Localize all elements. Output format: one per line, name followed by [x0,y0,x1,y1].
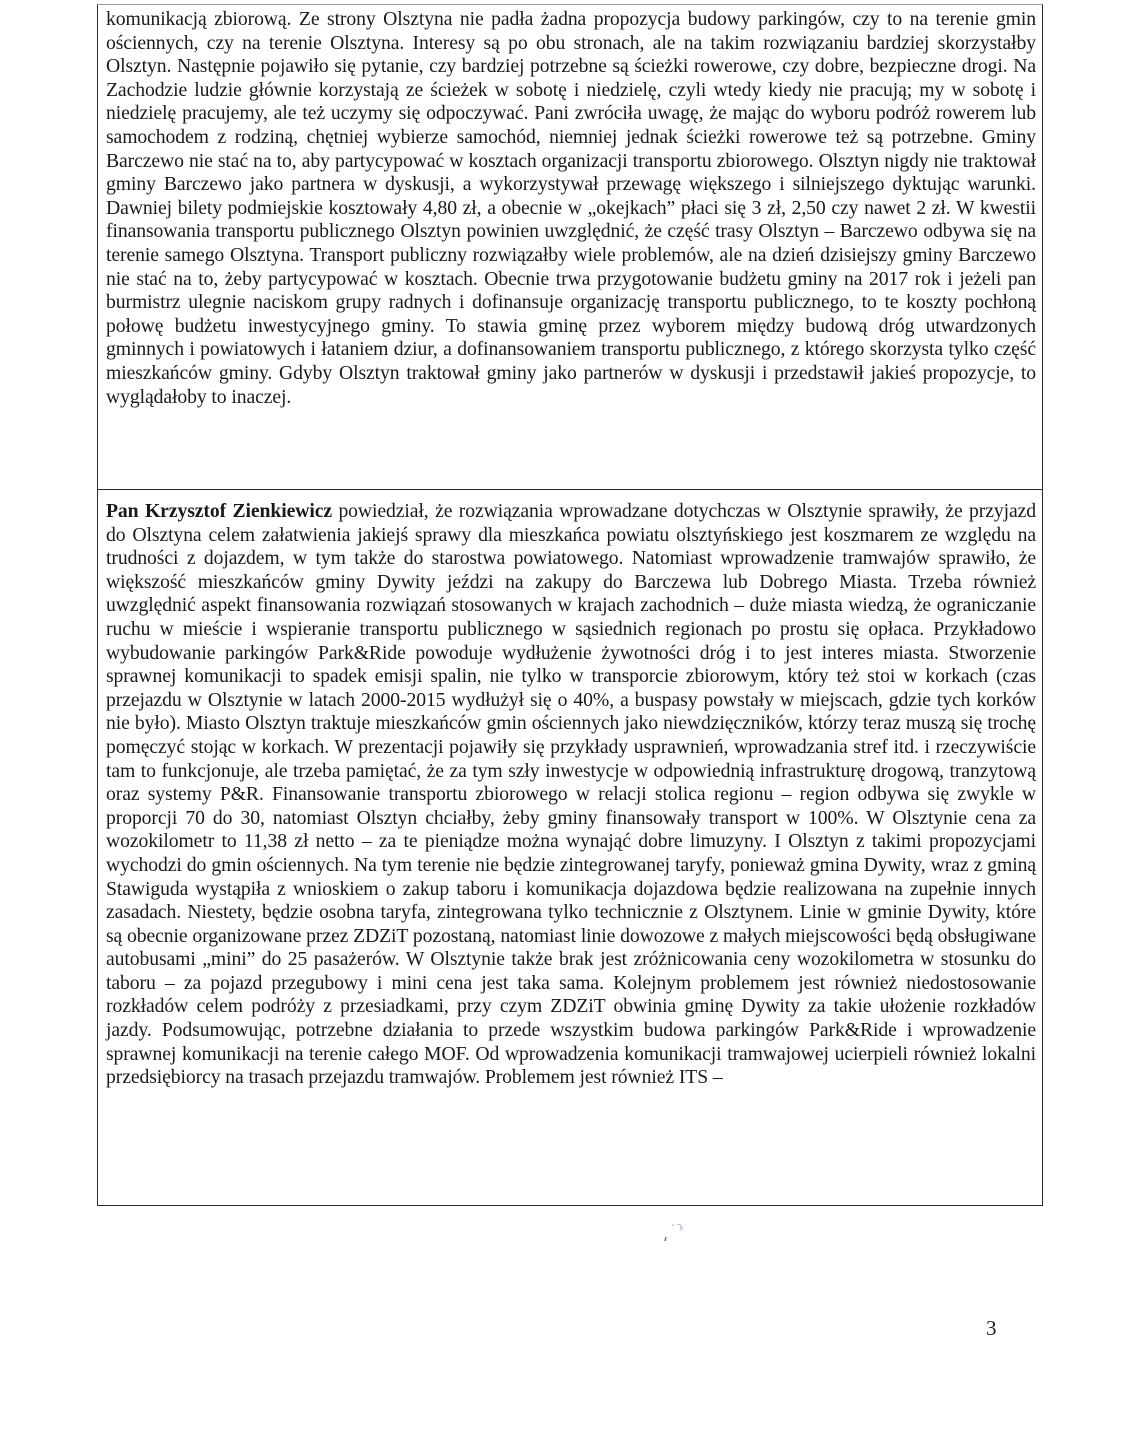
paragraph-body: powiedział, że rozwiązania wprowadzane dotychczas w Olsztynie sprawiły, że przyjazd do Olsztyna celem załatwienia jakiejś sprawy dla mieszkańca powiatu olsztyńskiego jest koszmarem ze względu na trudności z dojazdem, w tym także do starostwa powiatowego. Natomiast wprowadzenie tramwajów sprawiło, że większość mieszkańców gminy Dywity jeździ na zakupy do Barczewa lub Dobrego Miasta. Trzeba również uwzględnić aspekt finansowania rozwiązań stosowanych w krajach zachodnich – duże miasta wiedzą, że ograniczanie ruchu w mieście i wspieranie transportu publicznego w sąsiednich regionach po prostu się opłaca. Przykładowo wybudowanie parkingów Park&Ride powoduje wydłużenie żywotności dróg i to jest interes miasta. Stworzenie sprawnej komunikacji to spadek emisji spalin, nie tylko w transporcie zbiorowym, który też stoi w korkach (czas przejazdu w Olsztynie w latach 2000-2015 wydłużył się o 40%, a buspasy powstały w miejscach, gdzie tych korków nie było). Miasto Olsztyn traktuje mieszkańców gmin ościennych jako niewdzięczników, którzy teraz muszą się trochę pomęczyć stojąc w korkach. W prezentacji pojawiły się przykłady usprawnień, wprowadzania stref itd. i rzeczywiście tam to funkcjonuje, ale trzeba pamiętać, że za tym szły inwestycje w odpowiednią infrastrukturę drogową, tranzytową oraz systemy P&R. Finansowanie transportu zbiorowego w relacji stolica regionu – region odbywa się zwykle w proporcji 70 do 30, natomiast Olsztyn chciałby, żeby gminy finansowały transport w 100%. W Olsztynie cena za wozokilometr to 11,38 zł netto – za te pieniądze można wynająć dobre limuzyny. I Olsztyn z takimi propozycjami wychodzi do gmin ościennych. Na tym terenie nie będzie zintegrowanej taryfy, ponieważ gmina Dywity, wraz z gminą Stawiguda wystąpiła z wnioskiem o zakup taboru i komunikacja dojazdowa będzie realizowana na zupełnie innych zasadach. Niestety, będzie osobna taryfa, zintegrowana tylko technicznie z Olsztynem. Linie w gminie Dywity, które są obecnie organizowane przez ZDZiT pozostaną, natomiast linie dowozowe z małych miejscowości będą obsługiwane autobusami „mini” do 25 pasażerów. W Olsztynie także brak jest zróżnicowania ceny wozokilometra w stosunku do taboru – za pojazd przegubowy i mini cena jest taka sama. Kolejnym problemem jest również niedostosowanie rozkładów celem podróży z przesiadkami, przy czym ZDZiT obwinia gminę Dywity za takie ułożenie rozkładów jazdy. Podsumowując, potrzebne działania to przede wszystkim budowa parkingów Park&Ride i wprowadzenie sprawnej komunikacji na terenie całego MOF. Od wprowadzenia komunikacji tramwajowej ucierpieli również lokalni przedsiębiorcy na trasach przejazdu tramwajów. Problemem jest również ITS – [106,500,1036,1089]
speaker-name: Pan Krzysztof Zienkiewicz [106,500,332,522]
scan-artifact-mark [660,1222,690,1242]
paragraph-zienkiewicz-statement [106,500,1036,1090]
page-number: 3 [986,1316,997,1340]
row-divider [97,489,1043,490]
paragraph-barczewo-statement: komunikacją zbiorową. Ze strony Olsztyna nie padła żadna propozycja budowy parkingów, czy to na terenie gmin ościennych, czy na terenie Olsztyna. Interesy są po obu stronach, ale na takim rozwiązaniu bardziej skorzystałby Olsztyn. Następnie pojawiło się pytanie, czy bardziej potrzebne są ścieżki rowerowe, czy dobre, bezpieczne drogi. Na Zachodzie ludzie głównie korzystają ze ścieżek w sobotę i niedzielę, czyli wtedy kiedy nie pracują; my w sobotę i niedzielę pracujemy, ale też uczymy się odpoczywać. Pani zwróciła uwagę, że mając do wyboru podróż rowerem lub samochodem z rodziną, chętniej wybierze samochód, niemniej jednak ścieżki rowerowe też są potrzebne. Gminy Barczewo nie stać na to, aby partycypować w kosztach organizacji transportu zbiorowego. Olsztyn nigdy nie traktował gminy Barczewo jako partnera w dyskusji, a wykorzystywał przewagę większego i silniejszego dyktując warunki. Dawniej bilety podmiejskie kosztowały 4,80 zł, a obecnie w „okejkach” płaci się 3 zł, 2,50 czy nawet 2 zł. W kwestii finansowania transportu publicznego Olsztyn powinien uwzględnić, że część trasy Olsztyn – Barczewo odbywa się na terenie samego Olsztyna. Transport publiczny rozwiązałby wiele problemów, ale na dzień dzisiejszy gminy Barczewo nie stać na to, żeby partycypować w kosztach. Obecnie trwa przygotowanie budżetu gminy na 2017 rok i jeżeli pan burmistrz ulegnie naciskom grupy radnych i dofinansuje organizację transportu publicznego, to te koszty pochłoną połowę budżetu inwestycyjnego gminy. To stawia gminę przez wyborem między budową dróg utwardzonych gminnych i powiatowych i łataniem dziur, a dofinansowaniem transportu publicznego, z którego skorzysta tylko część mieszkańców gminy. Gdyby Olsztyn traktował gminy jako partnerów w dyskusji i przedstawił jakieś propozycje, to wyglądałoby to inaczej. [106,8,1036,408]
